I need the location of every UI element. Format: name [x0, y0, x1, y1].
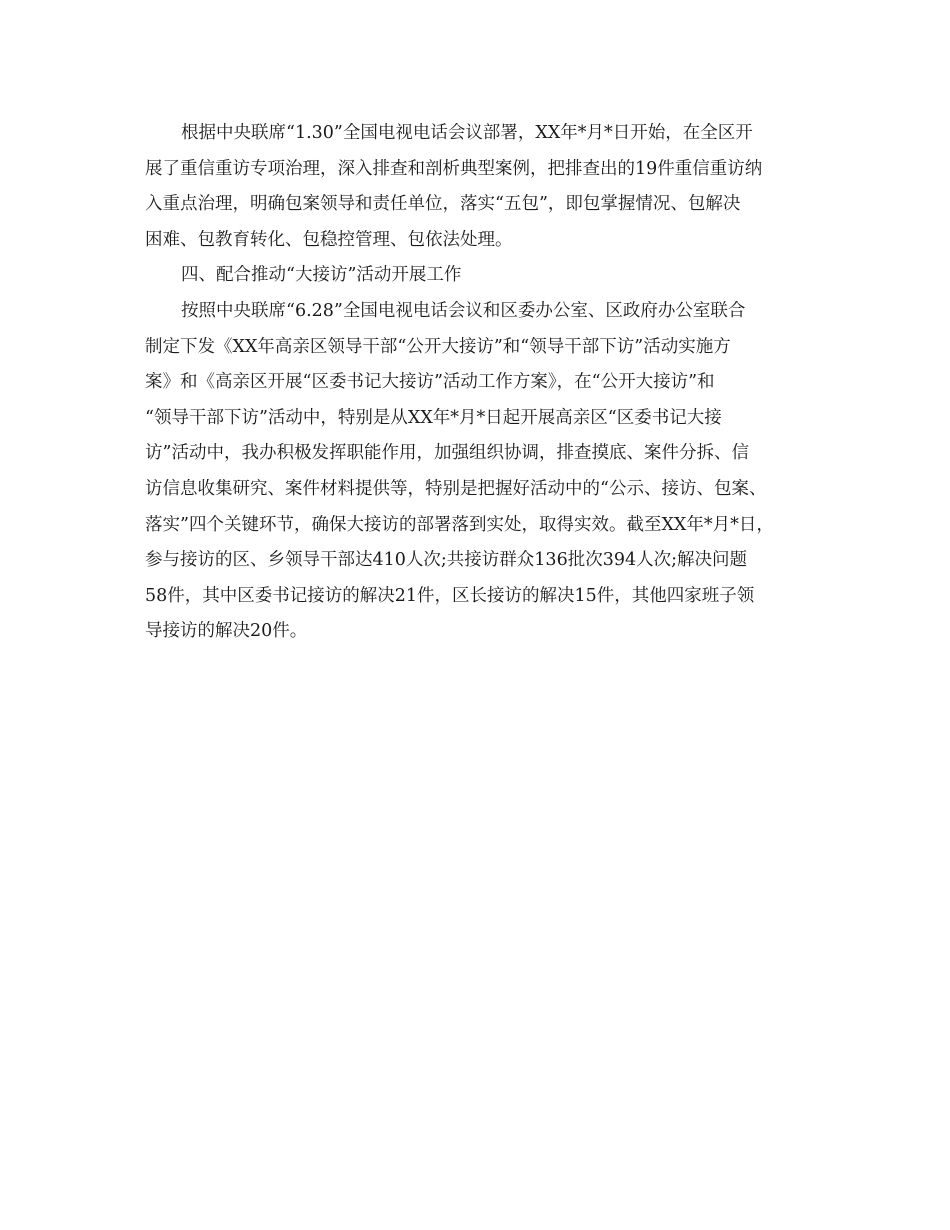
- paragraph-2-line-10: 导接访的解决20件。: [145, 621, 308, 642]
- paragraph-2-line-3: 案》和《高亲区开展“区委书记大接访”活动工作方案》，在“公开大接访”和: [145, 372, 715, 393]
- section-heading-4: 四、配合推动“大接访”活动开展工作: [181, 265, 462, 286]
- paragraph-2-line-8: 参与接访的区、乡领导干部达410人次;共接访群众136批次394人次;解决问题: [145, 550, 747, 571]
- paragraph-2-line-7: 落实”四个关键环节，确保大接访的部署落到实处，取得实效。截至XX年*月*日，: [145, 514, 774, 535]
- paragraph-2-line-9: 58件，其中区委书记接访的解决21件，区长接访的解决15件，其他四家班子领: [145, 585, 755, 606]
- paragraph-2-line-5: 访”活动中，我办积极发挥职能作用，加强组织协调，排查摸底、案件分拆、信: [145, 443, 749, 464]
- paragraph-1-line-2: 展了重信重访专项治理，深入排查和剖析典型案例，把排查出的19件重信重访纳: [145, 158, 763, 179]
- paragraph-2-line-6: 访信息收集研究、案件材料提供等，特别是把握好活动中的“公示、接访、包案、: [145, 478, 767, 499]
- paragraph-2-line-4: “领导干部下访”活动中，特别是从XX年*月*日起开展高亲区“区委书记大接: [145, 407, 722, 428]
- paragraph-2-line-2: 制定下发《XX年高亲区领导干部“公开大接访”和“领导干部下访”活动实施方: [145, 336, 731, 357]
- paragraph-2-line-1: 按照中央联席“6.28”全国电视电话会议和区委办公室、区政府办公室联合: [181, 300, 746, 321]
- paragraph-1-line-4: 困难、包教育转化、包稳控管理、包依法处理。: [145, 229, 513, 250]
- paragraph-1-line-3: 入重点治理，明确包案领导和责任单位，落实“五包”，即包掌握情况、包解决: [145, 194, 741, 215]
- document-body: [145, 116, 815, 650]
- paragraph-1-line-1: 根据中央联席“1.30”全国电视电话会议部署，XX年*月*日开始，在全区开: [181, 123, 753, 143]
